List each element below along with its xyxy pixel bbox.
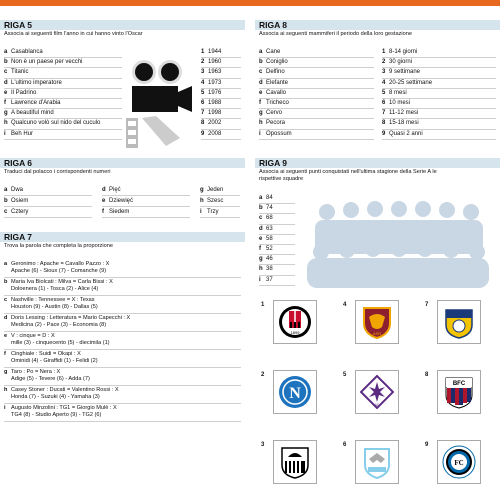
animal-row-text: Opossum: [266, 130, 292, 137]
year-row: [201, 68, 241, 78]
proportion-options: Medicina (2) - Pace (3) - Economia (8): [11, 322, 107, 328]
riga6-section: [0, 158, 245, 224]
points-row-text: 74: [266, 205, 273, 212]
film-row: [4, 79, 122, 89]
period-row-letter: 7: [382, 110, 386, 117]
year-row-text: 1944: [208, 49, 222, 55]
polish-number-cell: [4, 197, 92, 207]
animal-row-letter: i: [259, 130, 261, 137]
year-row-text: 1963: [208, 69, 222, 76]
points-row: [259, 245, 295, 255]
year-row-text: 1998: [208, 110, 222, 117]
proportion-letter: h: [4, 387, 8, 393]
riga8-subtitle: Associa ai seguenti mammiferi il periodo della loro gestazione: [259, 31, 412, 37]
riga9-badges: [255, 298, 500, 498]
film-row-text: Il Padrino: [11, 89, 37, 96]
film-row-text: Qualcuno volò sul nido del cuculo: [11, 120, 101, 127]
lazio-crest-icon: [355, 440, 399, 484]
proportion-question: Doris Lessing : Letteratura = Mario Capecchi : X: [11, 315, 131, 321]
badge-number: 2: [261, 372, 265, 378]
animal-row-letter: d: [259, 79, 263, 86]
polish-number-cell: [102, 186, 190, 196]
badge-number: 3: [261, 442, 265, 448]
proportion-letter: e: [4, 333, 8, 339]
animal-row-letter: f: [259, 99, 261, 106]
film-row-text: Casablanca: [11, 49, 43, 55]
year-row: [201, 99, 241, 109]
points-row-text: 46: [266, 256, 273, 263]
period-row-letter: 5: [382, 89, 386, 96]
period-row: [382, 130, 496, 140]
proportion-row: [4, 260, 241, 278]
points-row-text: 52: [266, 245, 273, 252]
fiorentina-crest-icon: [355, 370, 399, 414]
animal-row: [259, 79, 374, 89]
proportion-letter: d: [4, 315, 8, 321]
polish-number-cell: [102, 208, 190, 218]
period-row: [382, 89, 496, 99]
animal-row-text: Coniglio: [266, 59, 288, 66]
riga7-section: [0, 232, 245, 500]
period-row-letter: 9: [382, 130, 386, 137]
year-row-text: 1988: [208, 99, 222, 106]
proportion-row: [4, 278, 241, 296]
points-row: [259, 255, 295, 265]
year-row: [201, 58, 241, 68]
polish-number-cell: [4, 208, 92, 218]
proportion-question: Augusto Minzolini : TG1 = Giorgio Mulè : X: [11, 405, 117, 411]
animal-row-letter: c: [259, 69, 263, 76]
points-row: [259, 214, 295, 224]
chievo-crest-icon: [437, 300, 481, 344]
film-row-letter: b: [4, 59, 8, 66]
polish-number-cell: [200, 197, 240, 207]
animal-row: [259, 48, 374, 58]
period-row-text: 20-25 settimane: [389, 79, 433, 86]
animal-row: [259, 58, 374, 68]
milan-crest-icon: [273, 300, 317, 344]
bologna-crest-icon: [437, 370, 481, 414]
proportion-question: Geronimo : Apache = Cavallo Pazzo : X: [11, 261, 110, 267]
points-row-letter: b: [259, 205, 263, 212]
film-row-text: Beh Hur: [11, 130, 34, 137]
proportion-letter: c: [4, 297, 8, 303]
polish-letter: c: [4, 209, 8, 215]
animal-row-text: Delfino: [266, 69, 285, 76]
year-row-text: 2002: [208, 120, 222, 127]
polish-letter: a: [4, 187, 8, 193]
year-row: [201, 119, 241, 129]
animal-row-text: Elefante: [266, 79, 289, 86]
proportion-row: [4, 386, 241, 404]
polish-word: Jeden: [207, 187, 224, 193]
badge-number: 5: [343, 372, 347, 378]
points-row-text: 84: [266, 195, 273, 201]
film-row-letter: f: [4, 99, 6, 106]
proportion-options: Adige (5) - Tevere (6) - Adda (7): [11, 376, 90, 382]
year-row-letter: 1: [201, 49, 205, 55]
riga9-title: RIGA 9: [255, 158, 500, 168]
period-row-text: 9 settimane: [389, 69, 421, 76]
animal-row-text: Cervo: [266, 110, 283, 117]
film-row-letter: a: [4, 49, 8, 55]
film-row: [4, 89, 122, 99]
period-row-letter: 8: [382, 120, 386, 127]
proportion-row: [4, 314, 241, 332]
animal-row: [259, 99, 374, 109]
animal-row: [259, 89, 374, 99]
points-row-text: 58: [266, 235, 273, 242]
animal-row: [259, 119, 374, 129]
film-row: [4, 130, 122, 140]
film-row-letter: d: [4, 79, 8, 86]
year-row-text: 2008: [208, 130, 222, 137]
proportion-letter: f: [4, 351, 6, 357]
animal-row-text: Cane: [266, 49, 281, 55]
polish-letter: g: [200, 187, 204, 193]
proportion-options: TG4 (8) - Studio Aperto (9) - TG2 (6): [11, 412, 102, 418]
period-row: [382, 79, 496, 89]
riga5-years: [201, 48, 241, 140]
polish-letter: b: [4, 198, 8, 204]
year-row-letter: 9: [201, 130, 205, 137]
svg-text:1899: 1899: [290, 330, 300, 335]
period-row-letter: 2: [382, 59, 386, 66]
points-row-letter: e: [259, 235, 263, 242]
polish-word: Dwa: [11, 187, 24, 193]
polish-word: Trzy: [207, 209, 219, 215]
points-row: [259, 194, 295, 204]
period-row: [382, 58, 496, 68]
film-row-text: L'ultimo imperatore: [11, 79, 62, 86]
polish-word: Dziewięć: [109, 198, 134, 204]
period-row: [382, 109, 496, 119]
riga5-title: RIGA 5: [0, 20, 245, 30]
period-row-letter: 6: [382, 99, 386, 106]
film-row: [4, 109, 122, 119]
riga7-subtitle: Trova la parola che completa la proporzione: [4, 243, 113, 249]
animal-row: [259, 109, 374, 119]
points-row-letter: i: [259, 276, 261, 283]
year-row: [201, 130, 241, 140]
period-row-text: 30 giorni: [389, 59, 413, 66]
points-row-letter: d: [259, 225, 263, 232]
riga9-section: [255, 158, 500, 500]
proportion-letter: i: [4, 405, 6, 411]
points-row-letter: f: [259, 245, 261, 252]
team-photo-silhouette: [299, 194, 495, 290]
proportion-letter: g: [4, 369, 8, 375]
proportion-question: Maria Iva Biolcati : Milva = Carla Bissi : X: [11, 279, 113, 285]
proportion-options: Honda (7) - Suzuki (4) - Yamaha (3): [11, 394, 100, 400]
film-row-letter: c: [4, 69, 8, 76]
film-row: [4, 68, 122, 78]
proportion-options: Houston (9) - Austin (8) - Dallas (5): [11, 304, 98, 310]
year-row-text: 1960: [208, 59, 222, 66]
film-row: [4, 99, 122, 109]
year-row-letter: 4: [201, 79, 205, 86]
film-camera-icon: [126, 58, 194, 148]
points-row: [259, 235, 295, 245]
film-row-text: Titanic: [11, 69, 29, 76]
period-row-letter: 3: [382, 69, 386, 76]
points-row-text: 38: [266, 266, 273, 273]
period-row: [382, 48, 496, 58]
riga9-subtitle: Associa ai seguenti punti conquistati nell'ultima stagione della Serie A le rispettive squadre: [259, 169, 437, 182]
year-row-letter: 7: [201, 110, 205, 117]
points-row-text: 63: [266, 225, 273, 232]
proportion-row: [4, 368, 241, 386]
year-row-letter: 5: [201, 89, 205, 96]
riga7-rows: [4, 260, 241, 422]
polish-word: Szesc: [207, 198, 224, 204]
year-row-text: 1976: [208, 89, 222, 96]
period-row: [382, 68, 496, 78]
riga8-animals: [259, 48, 374, 140]
riga6-grid: [4, 186, 241, 222]
polish-number-cell: [4, 186, 92, 196]
period-row-text: Quasi 2 anni: [389, 130, 423, 137]
badge-number: 7: [425, 302, 429, 308]
riga6-title: RIGA 6: [0, 158, 245, 168]
animal-row: [259, 130, 374, 140]
film-row-letter: i: [4, 130, 6, 137]
badge-number: 9: [425, 442, 429, 448]
riga7-title: RIGA 7: [0, 232, 245, 242]
proportion-question: Taro : Po = Nera : X: [11, 369, 61, 375]
proportion-question: V : cinque = D : X: [11, 333, 55, 339]
animal-row-text: Pecora: [266, 120, 286, 127]
period-row-letter: 1: [382, 49, 386, 55]
year-row-text: 1973: [208, 79, 222, 86]
animal-row-text: Tricheco: [266, 99, 289, 106]
period-row-text: 15-18 mesi: [389, 120, 419, 127]
film-row-text: Lawrence d'Arabia: [11, 99, 61, 106]
polish-word: Osiem: [11, 198, 29, 204]
polish-letter: e: [102, 198, 106, 204]
napoli-crest-icon: [273, 370, 317, 414]
polish-number-cell: [200, 186, 240, 196]
badge-number: 8: [425, 372, 429, 378]
year-row-letter: 6: [201, 99, 205, 106]
film-row-text: A beautiful mind: [11, 110, 54, 117]
proportion-question: Nashville : Tennessee = X : Texas: [11, 297, 95, 303]
animal-row: [259, 68, 374, 78]
proportion-row: [4, 296, 241, 314]
year-row: [201, 48, 241, 58]
polish-word: Siedem: [109, 209, 130, 215]
proportion-options: Apache (6) - Sioux (7) - Comanche (9): [11, 268, 107, 274]
year-row: [201, 89, 241, 99]
inter-crest-icon: [437, 440, 481, 484]
proportion-options: Ominidi (4) - Giraffidi (1) - Felidi (2): [11, 358, 98, 364]
points-row-letter: h: [259, 266, 263, 273]
polish-letter: h: [200, 198, 204, 204]
polish-word: Pięć: [109, 187, 121, 193]
polish-number-cell: [102, 197, 190, 207]
svg-text:FC: FC: [454, 459, 464, 467]
animal-row-letter: h: [259, 120, 263, 127]
udinese-crest-icon: [273, 440, 317, 484]
year-row-letter: 2: [201, 59, 205, 66]
points-row-letter: c: [259, 215, 263, 222]
points-row: [259, 204, 295, 214]
year-row-letter: 3: [201, 69, 205, 76]
period-row: [382, 99, 496, 109]
period-row-text: 11-12 mesi: [389, 110, 419, 117]
film-row-letter: g: [4, 110, 8, 117]
proportion-question: Casey Stoner : Ducati = Valentino Rossi : X: [11, 387, 119, 393]
riga8-section: [255, 20, 500, 150]
proportion-options: mille (3) - cinquecento (5) - diecimila (1): [11, 340, 110, 346]
points-row: [259, 276, 295, 286]
riga5-films: [4, 48, 122, 140]
riga5-subtitle: Associa ai seguenti film l'anno in cui hanno vinto l'Oscar: [4, 31, 143, 37]
svg-text:BFC: BFC: [452, 381, 466, 387]
period-row-letter: 4: [382, 79, 386, 86]
riga6-subtitle: Traduci dal polacco i corrispondenti numeri: [4, 169, 111, 175]
polish-letter: d: [102, 187, 106, 193]
polish-number-cell: [200, 208, 240, 218]
svg-text:AC: AC: [374, 403, 380, 407]
riga9-points: [259, 194, 295, 286]
animal-row-text: Cavallo: [266, 89, 287, 96]
polish-word: Cztery: [11, 209, 29, 215]
points-row-letter: a: [259, 195, 263, 201]
year-row: [201, 79, 241, 89]
period-row-text: 8-14 giorni: [389, 49, 418, 55]
top-white-bar: [0, 6, 500, 14]
svg-text:ASR: ASR: [372, 331, 382, 336]
film-row: [4, 119, 122, 129]
animal-row-letter: e: [259, 89, 263, 96]
period-row: [382, 119, 496, 129]
proportion-options: Doloenera (1) - Tosca (2) - Alice (4): [11, 286, 99, 292]
proportion-letter: a: [4, 261, 8, 267]
film-row-letter: e: [4, 89, 8, 96]
badge-number: 1: [261, 302, 265, 308]
animal-row-letter: b: [259, 59, 263, 66]
points-row-letter: g: [259, 256, 263, 263]
film-row: [4, 58, 122, 68]
riga5-section: [0, 20, 245, 150]
period-row-text: 8 mesi: [389, 89, 407, 96]
riga8-title: RIGA 8: [255, 20, 500, 30]
proportion-row: [4, 404, 241, 422]
proportion-row: [4, 332, 241, 350]
proportion-row: [4, 350, 241, 368]
points-row: [259, 265, 295, 275]
badge-number: 6: [343, 442, 347, 448]
riga8-periods: [382, 48, 496, 140]
polish-letter: i: [200, 209, 202, 215]
roma-crest-icon: [355, 300, 399, 344]
points-row: [259, 225, 295, 235]
year-row-letter: 8: [201, 120, 205, 127]
polish-letter: f: [102, 209, 104, 215]
period-row-text: 10 mesi: [389, 99, 411, 106]
film-row-letter: h: [4, 120, 8, 127]
animal-row-letter: a: [259, 49, 263, 55]
year-row: [201, 109, 241, 119]
proportion-question: Cinghiale : Suidi = Okapi : X: [11, 351, 81, 357]
film-row-text: Non è un paese per vecchi: [11, 59, 83, 66]
film-row: [4, 48, 122, 58]
svg-text:N: N: [289, 385, 301, 402]
points-row-text: 37: [266, 276, 273, 283]
points-row-text: 68: [266, 215, 273, 222]
badge-number: 4: [343, 302, 347, 308]
animal-row-letter: g: [259, 110, 263, 117]
proportion-letter: b: [4, 279, 8, 285]
